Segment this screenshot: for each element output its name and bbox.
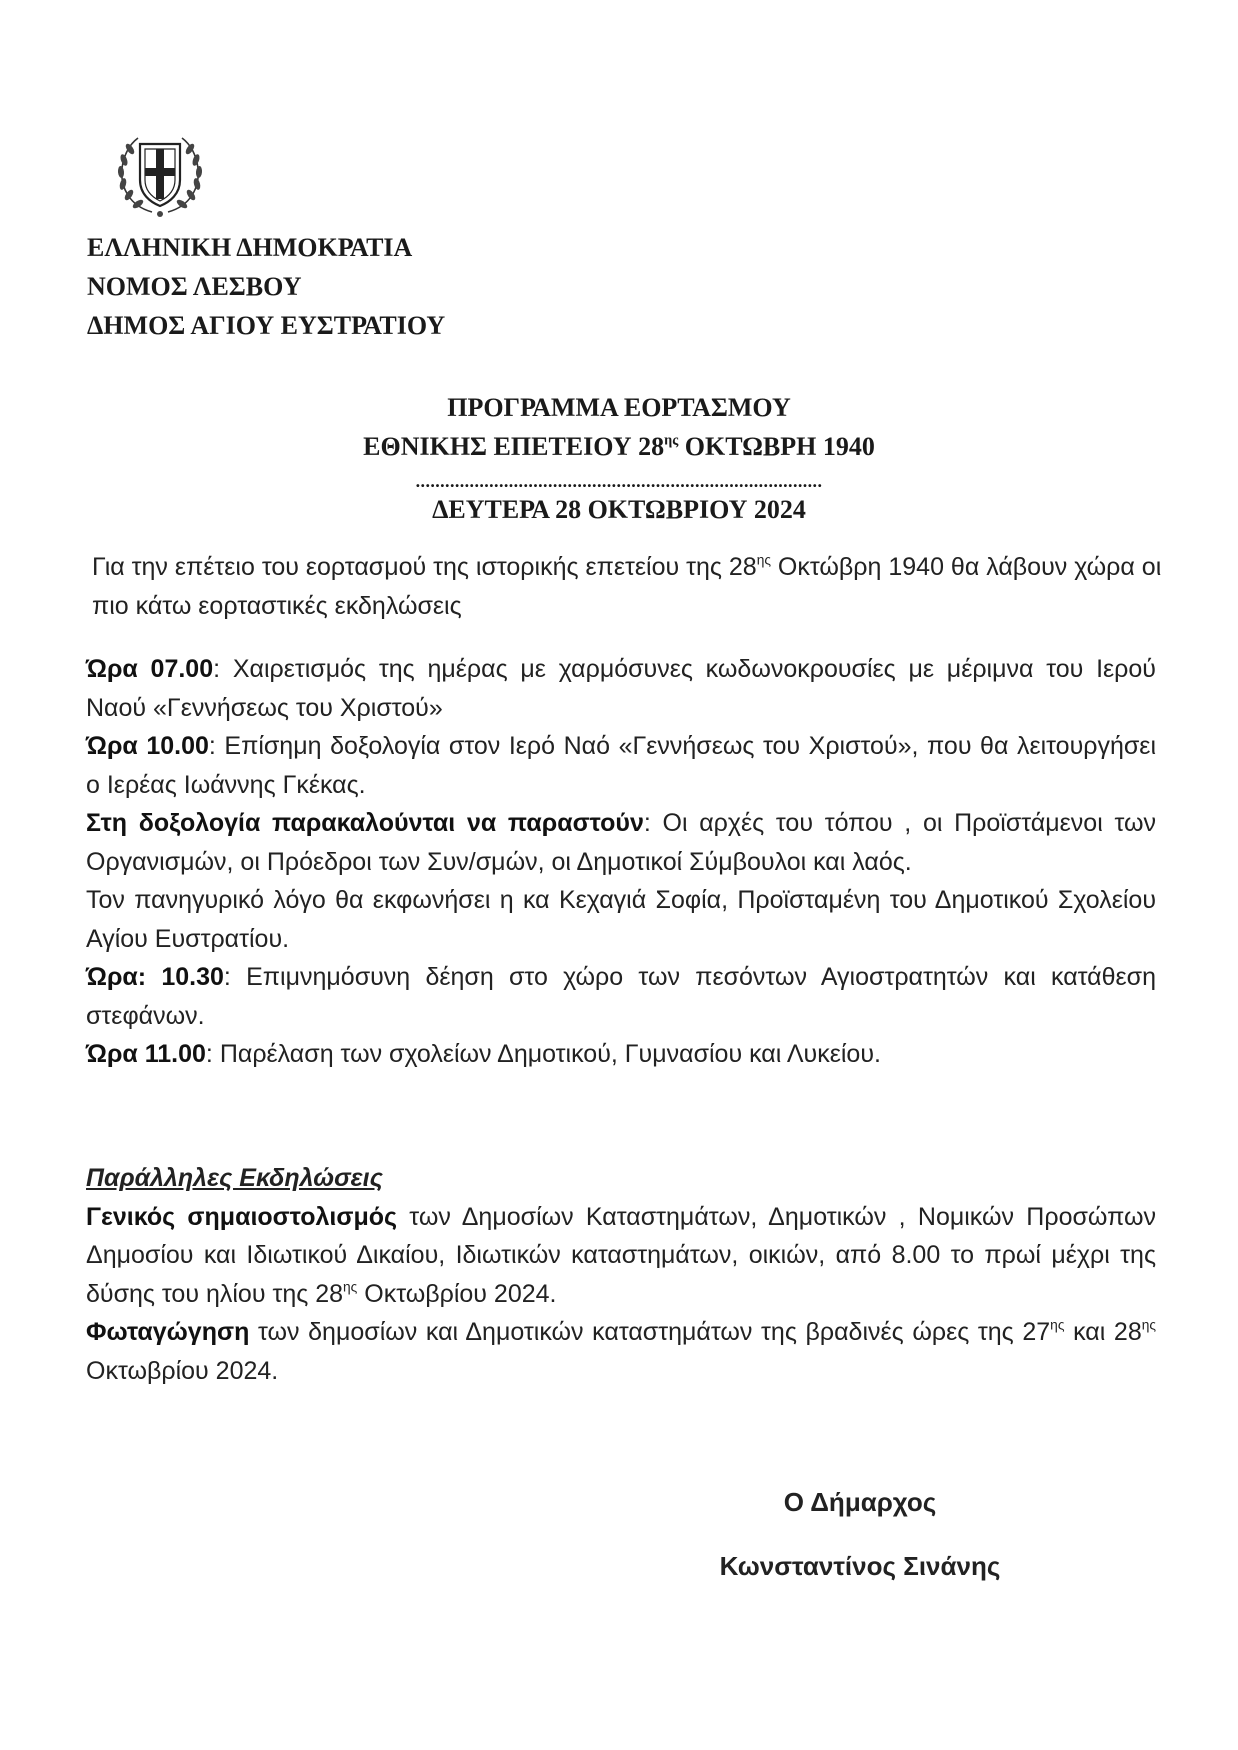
header-municipality: ΔΗΜΟΣ ΑΓΙΟΥ ΕΥΣΤΡΑΤΙΟΥ	[87, 311, 446, 340]
program-item-1000: Ώρα 10.00: Επίσημη δοξολογία στον Ιερό Ναό «Γεννήσεως του Χριστού», που θα λειτουργήσει ο Ιερέας Ιωάννης Γκέκας.	[86, 732, 1156, 799]
title-dotted-separator: ...................................................................................	[415, 471, 823, 491]
parallel-flags: Γενικός σημαιοστολισμός των Δημοσίων Καταστημάτων, Δημοτικών , Νομικών Προσώπων Δημοσίου και Ιδιωτικού Δικαίου, Ιδιωτικών καταστημάτων, οικιών, από 8.00 το πρωί μέχρι της δύσης του ηλίου της $28^{\eta\varsigma}$ Οκτωβρίου 2024.	[86, 1202, 1156, 1308]
parallel-events	[86, 1159, 1156, 1390]
program-list	[86, 650, 1156, 1074]
document-title	[0, 388, 1238, 529]
issuer-header	[87, 228, 445, 345]
parallel-events-heading: Παράλληλες Εκδηλώσεις	[86, 1164, 383, 1192]
program-item-0700: Ώρα 07.00: Χαιρετισμός της ημέρας με χαρμόσυνες κωδωνοκρουσίες με μέριμνα του Ιερού Ναού «Γεννήσεως του Χριστού»	[86, 655, 1156, 722]
title-line-1: ΠΡΟΓΡΑΜΜΑ ΕΟΡΤΑΣΜΟΥ	[447, 393, 791, 422]
program-item-1100: Ώρα 11.00: Παρέλαση των σχολείων Δημοτικού, Γυμνασίου και Λυκείου.	[86, 1040, 881, 1068]
header-country: ΕΛΛΗΝΙΚΗ ΔΗΜΟΚΡΑΤΙΑ	[87, 233, 413, 262]
signature-block	[690, 1470, 1030, 1598]
intro-paragraph: Για την επέτειο του εορτασμού της ιστορικής επετείου της $28^{\eta\varsigma}$ Οκτώβρη 1940 θα λάβουν χώρα οι πιο κάτω εορταστικές εκδηλώσεις	[92, 552, 1162, 620]
program-item-1030: Ώρα: 10.30: Επιμνημόσυνη δέηση στο χώρο των πεσόντων Αγιοστρατητών και κατάθεση στεφάνων.	[86, 963, 1157, 1030]
program-attendance: Στη δοξολογία παρακαλούνται να παραστούν: Οι αρχές του τόπου , οι Προϊστάμενοι των Οργανισμών, οι Πρόεδροι των Συν/σμών, οι Δημοτικοί Σύμβουλοι και λαός.	[86, 809, 1157, 876]
title-line-2: ΕΘΝΙΚΗΣ ΕΠΕΤΕΙΟΥ $28^{\eta\varsigma}$ ΟΚΤΩΒΡΗ 1940	[363, 432, 875, 461]
greek-coat-of-arms-icon	[112, 132, 208, 220]
parallel-lights: Φωταγώγηση των δημοσίων και Δημοτικών καταστημάτων της βραδινές ώρες της $27^{\eta\varsigma}$ και $28^{\eta\varsigma}$ Οκτωβρίου 2024.	[86, 1317, 1157, 1385]
header-prefecture: ΝΟΜΟΣ ΛΕΣΒΟΥ	[87, 272, 302, 301]
signature-role: Ο Δήμαρχος	[783, 1487, 937, 1517]
title-date: ΔΕΥΤΕΡΑ 28 ΟΚΤΩΒΡΙΟΥ 2024	[432, 495, 806, 524]
signature-name: Κωνσταντίνος Σινάνης	[719, 1551, 1001, 1581]
program-speech: Τον πανηγυρικό λόγο θα εκφωνήσει η κα Κεχαγιά Σοφία, Προϊσταμένη του Δημοτικού Σχολείου Αγίου Ευστρατίου.	[86, 886, 1156, 953]
